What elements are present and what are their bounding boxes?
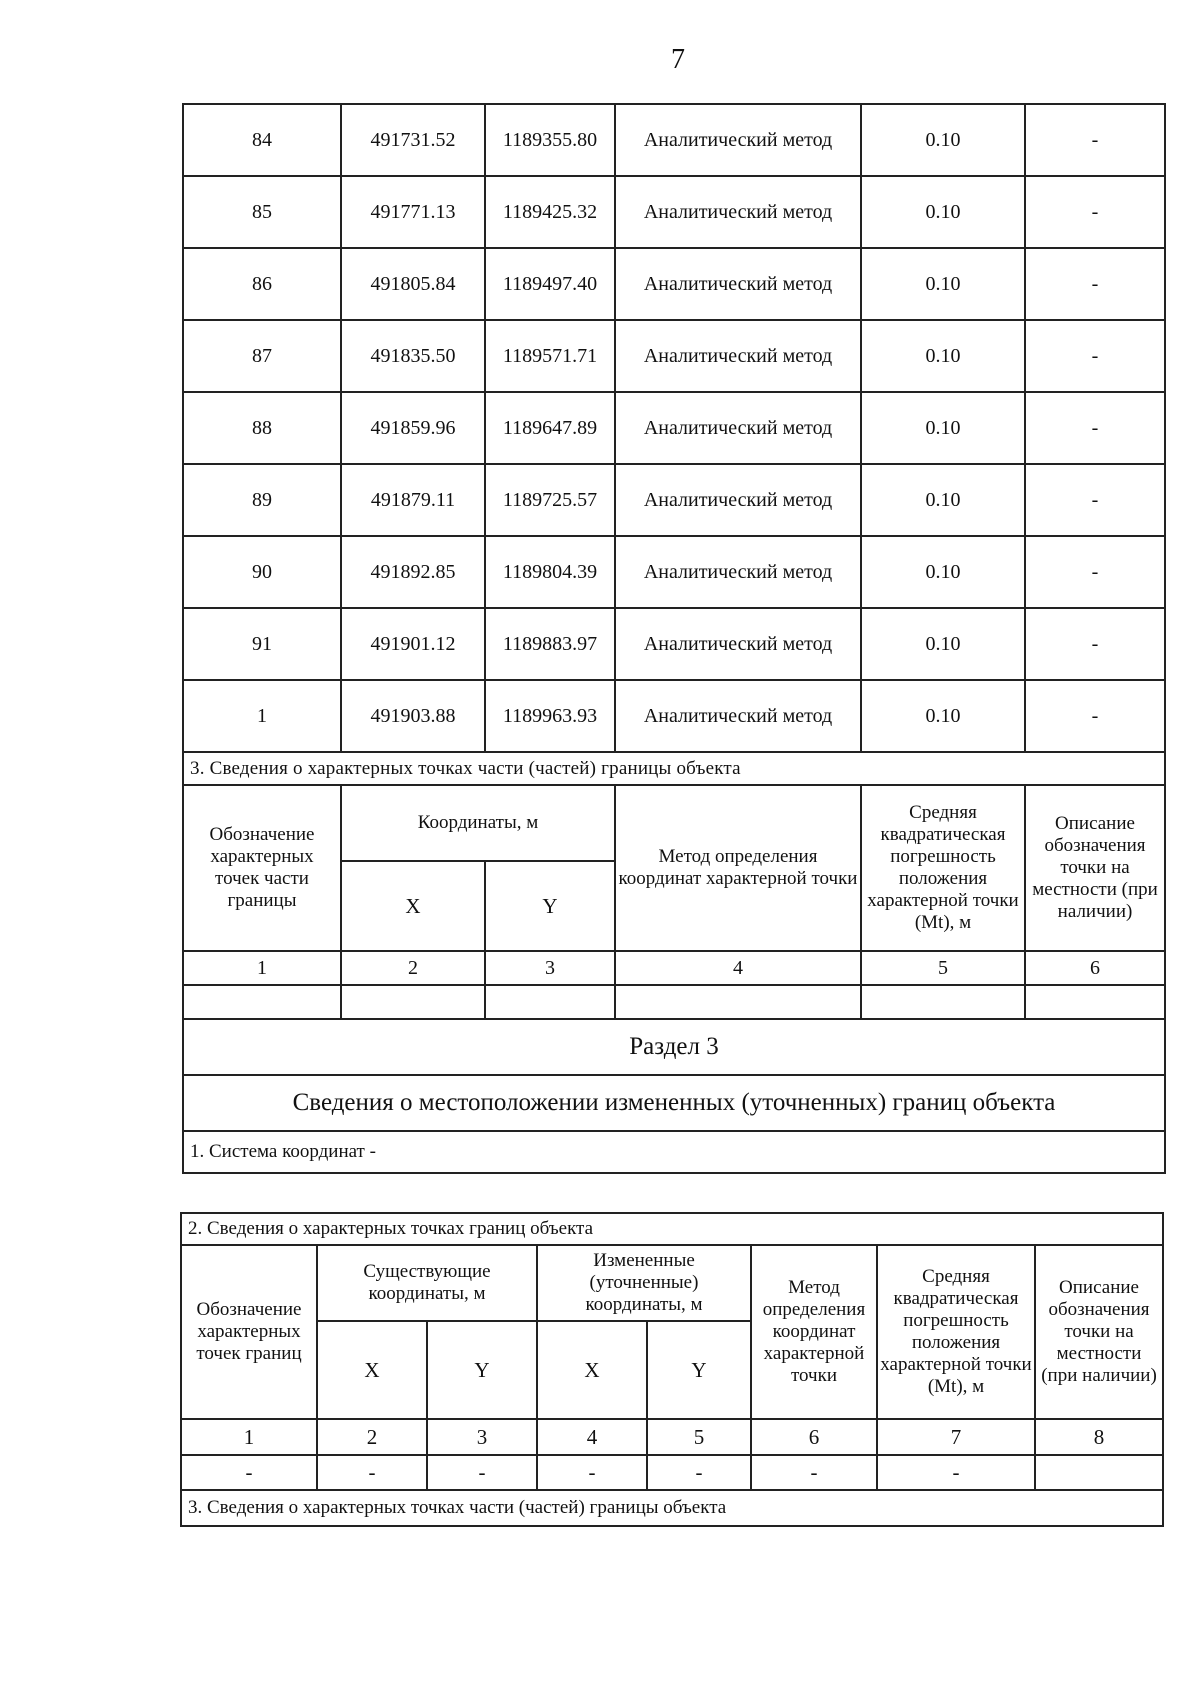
parts-col-number: 5 — [861, 951, 1025, 985]
point-method: Аналитический метод — [615, 320, 861, 392]
parts-col-number: 3 — [485, 951, 615, 985]
point-y: 1189425.32 — [485, 176, 615, 248]
point-x: 491835.50 — [341, 320, 485, 392]
point-method: Аналитический метод — [615, 536, 861, 608]
empty-cell — [341, 985, 485, 1019]
changed-header-changed-y: Y — [647, 1321, 751, 1419]
point-y: 1189725.57 — [485, 464, 615, 536]
changed-parts-title: 3. Сведения о характерных точках части (частей) границы объекта — [181, 1490, 1163, 1526]
table-row — [183, 176, 1165, 248]
point-mt: 0.10 — [861, 248, 1025, 320]
changed-header-existing: Существующие координаты, м — [317, 1245, 537, 1321]
point-desc: - — [1025, 608, 1165, 680]
changed-col-number: 5 — [647, 1419, 751, 1455]
point-method: Аналитический метод — [615, 392, 861, 464]
dash-cell — [1035, 1455, 1163, 1490]
table-row — [183, 320, 1165, 392]
point-x: 491731.52 — [341, 104, 485, 176]
point-id: 86 — [183, 248, 341, 320]
point-mt: 0.10 — [861, 104, 1025, 176]
point-id: 91 — [183, 608, 341, 680]
section-title: Раздел 3 — [183, 1019, 1165, 1075]
empty-cell — [1025, 985, 1165, 1019]
point-method: Аналитический метод — [615, 608, 861, 680]
point-x: 491879.11 — [341, 464, 485, 536]
changed-header-existing-x: X — [317, 1321, 427, 1419]
parts-col-number: 4 — [615, 951, 861, 985]
parts-header-y: Y — [485, 861, 615, 951]
table-row — [183, 104, 1165, 176]
point-id: 85 — [183, 176, 341, 248]
dash-cell: - — [877, 1455, 1035, 1490]
parts-header-mt: Средняя квадратическая погрешность положения характерной точки (Mt), м — [861, 785, 1025, 951]
point-desc: - — [1025, 176, 1165, 248]
point-x: 491903.88 — [341, 680, 485, 752]
changed-points-title: 2. Сведения о характерных точках границ объекта — [181, 1213, 1163, 1245]
point-mt: 0.10 — [861, 464, 1025, 536]
point-id: 1 — [183, 680, 341, 752]
point-x: 491771.13 — [341, 176, 485, 248]
changed-header-existing-y: Y — [427, 1321, 537, 1419]
point-method: Аналитический метод — [615, 176, 861, 248]
point-desc: - — [1025, 104, 1165, 176]
parts-header-designation: Обозначение характерных точек части границы — [183, 785, 341, 951]
dash-cell: - — [537, 1455, 647, 1490]
parts-header-x: X — [341, 861, 485, 951]
changed-header-mt: Средняя квадратическая погрешность положения характерной точки (Mt), м — [877, 1245, 1035, 1419]
table-row — [183, 536, 1165, 608]
boundary-points-table — [182, 103, 1166, 1174]
section-subtitle: Сведения о местоположении измененных (уточненных) границ объекта — [183, 1075, 1165, 1131]
changed-header-desc: Описание обозначения точки на местности (при наличии) — [1035, 1245, 1163, 1419]
parts-header-coordinates: Координаты, м — [341, 785, 615, 861]
point-method: Аналитический метод — [615, 680, 861, 752]
point-desc: - — [1025, 320, 1165, 392]
changed-header-changed: Измененные (уточненные) координаты, м — [537, 1245, 751, 1321]
point-y: 1189804.39 — [485, 536, 615, 608]
point-y: 1189571.71 — [485, 320, 615, 392]
parts-header-method: Метод определения координат характерной точки — [615, 785, 861, 951]
point-y: 1189963.93 — [485, 680, 615, 752]
point-x: 491892.85 — [341, 536, 485, 608]
changed-col-number: 7 — [877, 1419, 1035, 1455]
point-x: 491805.84 — [341, 248, 485, 320]
point-y: 1189497.40 — [485, 248, 615, 320]
changed-col-number: 2 — [317, 1419, 427, 1455]
changed-header-designation: Обозначение характерных точек границ — [181, 1245, 317, 1419]
changed-col-number: 4 — [537, 1419, 647, 1455]
dash-cell: - — [647, 1455, 751, 1490]
changed-col-number: 6 — [751, 1419, 877, 1455]
point-desc: - — [1025, 464, 1165, 536]
parts-title: 3. Сведения о характерных точках части (частей) границы объекта — [183, 752, 1165, 785]
changed-col-number: 3 — [427, 1419, 537, 1455]
point-mt: 0.10 — [861, 608, 1025, 680]
parts-col-number: 6 — [1025, 951, 1165, 985]
point-x: 491859.96 — [341, 392, 485, 464]
point-desc: - — [1025, 680, 1165, 752]
empty-cell — [485, 985, 615, 1019]
points-body — [183, 104, 1165, 752]
empty-cell — [615, 985, 861, 1019]
point-mt: 0.10 — [861, 320, 1025, 392]
dash-cell: - — [317, 1455, 427, 1490]
empty-cell — [861, 985, 1025, 1019]
point-method: Аналитический метод — [615, 248, 861, 320]
table-row — [183, 248, 1165, 320]
point-id: 84 — [183, 104, 341, 176]
coordinate-system: 1. Система координат - — [183, 1131, 1165, 1173]
changed-points-table — [180, 1212, 1164, 1527]
point-id: 88 — [183, 392, 341, 464]
point-mt: 0.10 — [861, 176, 1025, 248]
point-method: Аналитический метод — [615, 104, 861, 176]
parts-col-number: 1 — [183, 951, 341, 985]
empty-cell — [183, 985, 341, 1019]
point-desc: - — [1025, 536, 1165, 608]
point-desc: - — [1025, 248, 1165, 320]
dash-cell: - — [427, 1455, 537, 1490]
point-id: 90 — [183, 536, 341, 608]
point-y: 1189647.89 — [485, 392, 615, 464]
table-row — [183, 608, 1165, 680]
point-mt: 0.10 — [861, 392, 1025, 464]
point-x: 491901.12 — [341, 608, 485, 680]
point-y: 1189355.80 — [485, 104, 615, 176]
changed-col-number: 8 — [1035, 1419, 1163, 1455]
changed-col-number: 1 — [181, 1419, 317, 1455]
table-row — [183, 464, 1165, 536]
changed-header-changed-x: X — [537, 1321, 647, 1419]
point-y: 1189883.97 — [485, 608, 615, 680]
page-number: 7 — [671, 44, 685, 75]
point-desc: - — [1025, 392, 1165, 464]
parts-header-desc: Описание обозначения точки на местности (при наличии) — [1025, 785, 1165, 951]
parts-col-number: 2 — [341, 951, 485, 985]
table-row — [183, 680, 1165, 752]
point-mt: 0.10 — [861, 680, 1025, 752]
point-id: 89 — [183, 464, 341, 536]
point-method: Аналитический метод — [615, 464, 861, 536]
point-mt: 0.10 — [861, 536, 1025, 608]
point-id: 87 — [183, 320, 341, 392]
dash-cell: - — [751, 1455, 877, 1490]
dash-cell: - — [181, 1455, 317, 1490]
table-row — [183, 392, 1165, 464]
changed-header-method: Метод определения координат характерной точки — [751, 1245, 877, 1419]
